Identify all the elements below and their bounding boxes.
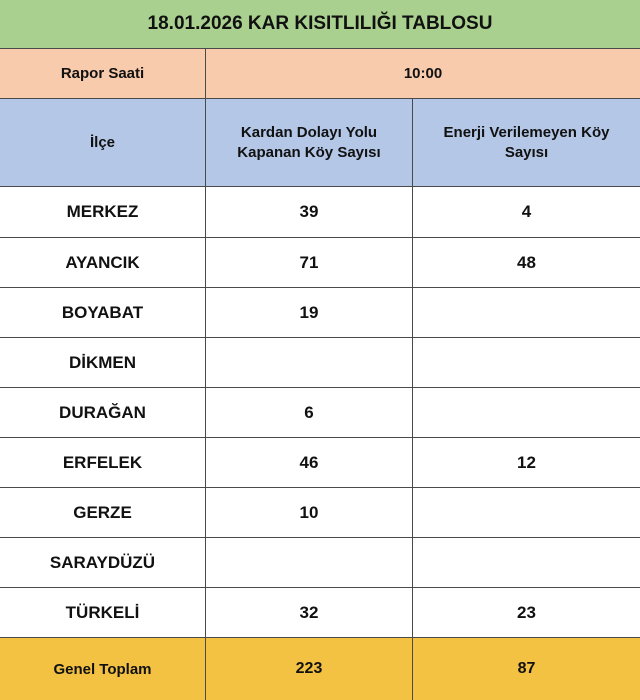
no-power-count [413, 288, 640, 337]
no-power-count [413, 338, 640, 387]
closed-roads-count: 39 [206, 187, 413, 237]
no-power-count: 48 [517, 252, 536, 272]
no-power-count: 23 [517, 602, 536, 622]
no-power-count [413, 538, 640, 587]
header-no-power: Enerji Verilemeyen Köy Sayısı [443, 123, 610, 161]
closed-roads-count [206, 538, 413, 587]
district-name: AYANCIK [0, 238, 206, 287]
table-row [0, 388, 640, 438]
closed-roads-count: 71 [206, 238, 413, 287]
table-row [0, 187, 640, 238]
district-name: MERKEZ [0, 187, 206, 237]
header-closed-roads: Kardan Dolayı Yolu Kapanan Köy Sayısı [206, 99, 413, 186]
no-power-count [413, 388, 640, 437]
table-row [0, 238, 640, 288]
grand-total-no-power: 87 [517, 660, 536, 677]
district-name: GERZE [0, 488, 206, 537]
district-name: SARAYDÜZÜ [0, 538, 206, 587]
district-name: TÜRKELİ [0, 588, 206, 637]
table-row [0, 488, 640, 538]
grand-total-row [0, 638, 640, 700]
report-time-row [0, 49, 640, 99]
district-name: ERFELEK [0, 438, 206, 487]
district-name: DURAĞAN [0, 388, 206, 437]
table-title-row [0, 0, 640, 49]
district-name: DİKMEN [0, 338, 206, 387]
no-power-count: 12 [517, 452, 536, 472]
closed-roads-count: 6 [206, 388, 413, 437]
report-time-label: Rapor Saati [0, 49, 206, 98]
table-row [0, 538, 640, 588]
no-power-count: 4 [521, 202, 532, 221]
column-header-row [0, 99, 640, 187]
closed-roads-count [206, 338, 413, 387]
district-name: BOYABAT [0, 288, 206, 337]
header-district: İlçe [0, 99, 206, 186]
closed-roads-count: 19 [206, 288, 413, 337]
table-row [0, 438, 640, 488]
table-row [0, 338, 640, 388]
grand-total-closed-roads: 223 [206, 638, 413, 700]
table-title: 18.01.2026 KAR KISITLILIĞI TABLOSU [147, 13, 493, 34]
no-power-count [413, 488, 640, 537]
table-row [0, 288, 640, 338]
closed-roads-count: 46 [206, 438, 413, 487]
report-time-value: 10:00 [403, 65, 443, 82]
closed-roads-count: 32 [206, 588, 413, 637]
table-row [0, 588, 640, 638]
grand-total-label: Genel Toplam [0, 638, 206, 700]
closed-roads-count: 10 [206, 488, 413, 537]
